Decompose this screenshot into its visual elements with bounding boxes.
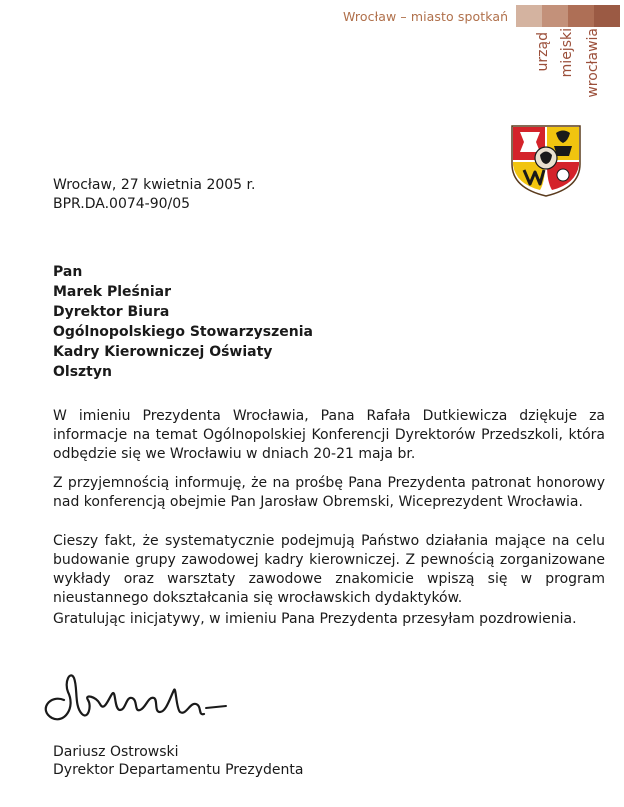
- signer-name: Dariusz Ostrowski: [53, 744, 179, 760]
- signer-block: [53, 743, 303, 779]
- signer-position: Dyrektor Departamentu Prezydenta: [53, 762, 304, 778]
- office-name-vertical: [530, 28, 620, 128]
- date-line: Wrocław, 27 kwietnia 2005 r.: [53, 177, 256, 193]
- recipient-address: [53, 262, 313, 382]
- recipient-city: Olsztyn: [53, 364, 112, 380]
- recipient-org-line-2: Kadry Kierowniczej Oświaty: [53, 344, 273, 360]
- body-paragraph-3: Cieszy fakt, że systematycznie podejmują Państwo działania mające na celu budowanie grupy zawodowej kadry kierowniczej. Z pewnością zorganizowane wykłady oraz warsztaty zawodowe znakomicie wpiszą się w program nieustannego dokształcania się wrocławskich dydaktyków.: [53, 533, 605, 606]
- coat-of-arms-icon: [510, 124, 582, 198]
- recipient-org-line-1: Ogólnopolskiego Stowarzyszenia: [53, 324, 313, 340]
- body-paragraph-1: W imieniu Prezydenta Wrocławia, Pana Rafała Dutkiewicza dziękuje za informacje na temat Ogólnopolskiej Konferencji Dyrektorów Przedszkoli, która odbędzie się we Wrocławiu w dniach 20-21 maja br.: [53, 408, 605, 462]
- office-name-word-1: urząd: [535, 32, 551, 72]
- swatch-4: [594, 5, 620, 27]
- recipient-title: Dyrektor Biura: [53, 304, 170, 320]
- office-name-word-2: miejski: [559, 28, 575, 78]
- swatch-2: [542, 5, 568, 27]
- body-paragraph-4: Gratulując inicjatywy, w imieniu Pana Prezydenta przesyłam pozdrowienia.: [53, 611, 577, 627]
- city-tagline: Wrocław – miasto spotkań: [343, 9, 509, 24]
- handwritten-signature: [30, 660, 250, 740]
- reference-number: BPR.DA.0074-90/05: [53, 196, 191, 212]
- recipient-salutation: Pan: [53, 264, 83, 280]
- swatch-3: [568, 5, 594, 27]
- date-reference-block: [53, 176, 255, 214]
- recipient-name: Marek Pleśniar: [53, 284, 171, 300]
- brand-color-swatches: [516, 5, 620, 27]
- body-paragraph-2: Z przyjemnością informuję, że na prośbę Pana Prezydenta patronat honorowy nad konferencją obejmie Pan Jarosław Obremski, Wiceprezydent Wrocławia.: [53, 475, 605, 510]
- office-name-word-3: wrocławia: [585, 28, 601, 98]
- swatch-1: [516, 5, 542, 27]
